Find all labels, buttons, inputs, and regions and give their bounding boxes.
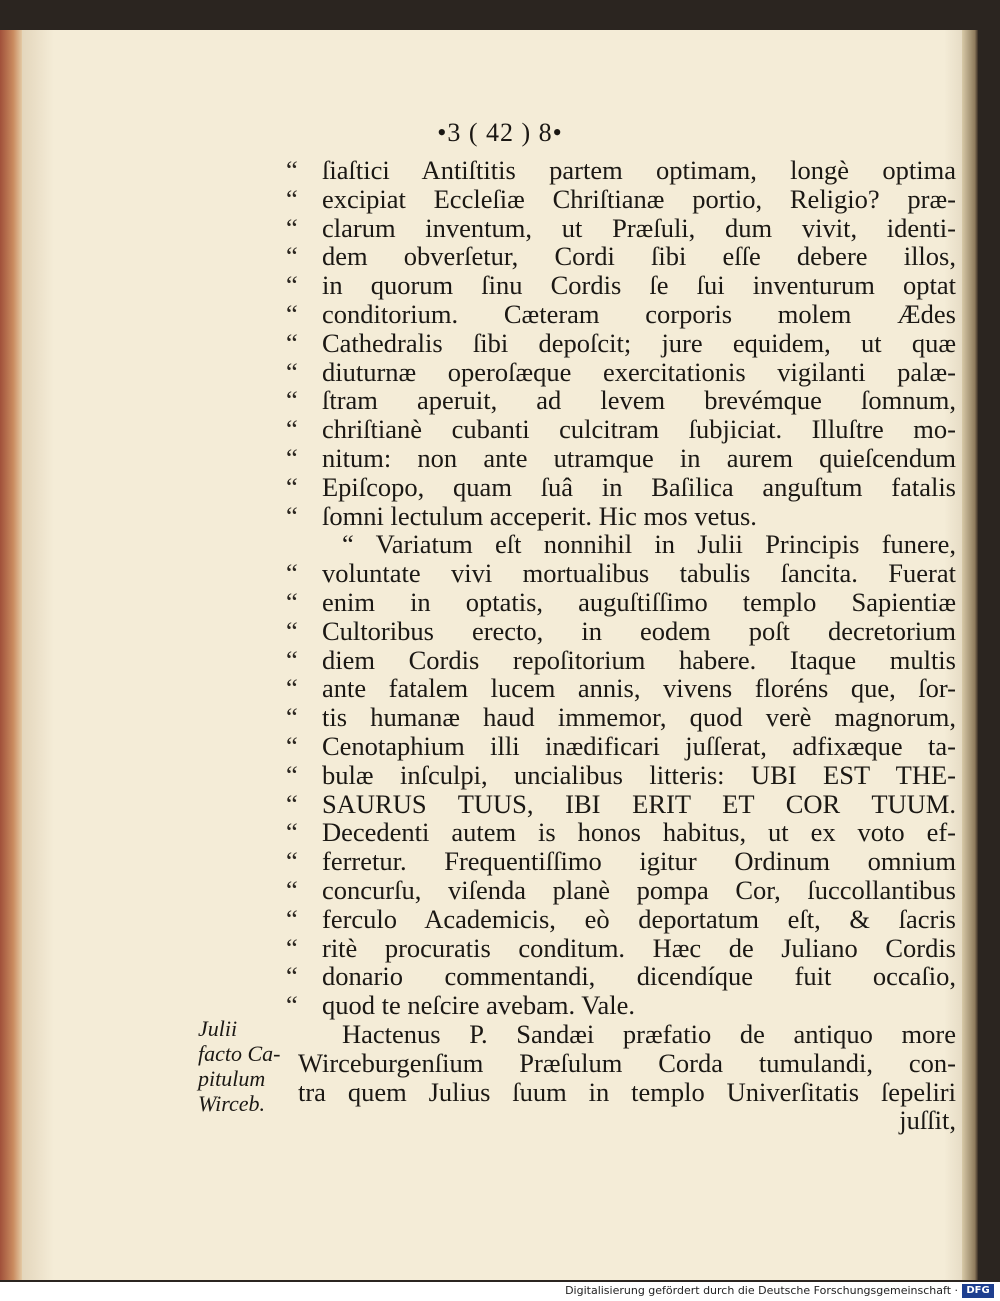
text-line <box>286 905 956 934</box>
line-text: Cultoribus erecto, in eodem poſt decretorium <box>322 615 956 646</box>
line-text: Epiſcopo, quam ſuâ in Baſilica anguſtum fatalis <box>322 471 956 502</box>
quote-mark: “ <box>286 903 298 934</box>
line-text: ſomni lectulum acceperit. Hic mos vetus. <box>322 500 757 531</box>
line-text: ante fatalem lucem annis, vivens floréns que, ſor- <box>322 673 956 704</box>
line-text: “ Variatum eſt nonnihil in Julii Principis funere, <box>342 529 956 560</box>
line-text: ritè procuratis conditum. Hæc de Juliano Cordis <box>322 932 956 963</box>
quote-mark: “ <box>286 788 298 819</box>
page-header: •3 ( 42 ) 8• <box>437 118 563 147</box>
text-line <box>286 1078 956 1107</box>
quote-mark: “ <box>286 414 298 445</box>
quote-mark: “ <box>286 673 298 704</box>
text-line <box>286 530 956 559</box>
marginal-note-line: Wirceb. <box>198 1091 265 1116</box>
text-line <box>286 876 956 905</box>
text-line <box>286 1020 956 1049</box>
text-line <box>286 934 956 963</box>
quote-mark: “ <box>286 817 298 848</box>
text-line <box>286 329 956 358</box>
text-line <box>286 617 956 646</box>
line-text: Decedenti autem is honos habitus, ut ex voto ef- <box>322 817 956 848</box>
text-line <box>286 386 956 415</box>
text-line <box>286 300 956 329</box>
line-text: chriſtianè cubanti culcitram ſubjiciat. Illuſtre mo- <box>322 414 956 445</box>
text-line <box>286 1049 956 1078</box>
text-line <box>286 818 956 847</box>
footer-bar <box>0 1282 1000 1301</box>
quote-mark: “ <box>286 356 298 387</box>
text-line <box>286 502 956 531</box>
quote-mark: “ <box>286 990 298 1021</box>
text-line <box>286 1106 956 1135</box>
marginal-note-line: Julii <box>198 1016 238 1041</box>
text-line <box>286 790 956 819</box>
line-text: nitum: non ante utramque in aurem quieſcendum <box>322 442 956 473</box>
marginal-note-line: facto Ca- <box>198 1041 281 1066</box>
line-text: ferculo Academicis, eò deportatum eſt, & ſacris <box>322 903 956 934</box>
line-text: clarum inventum, ut Præſuli, dum vivit, identi- <box>322 212 956 243</box>
quote-mark: “ <box>286 327 298 358</box>
quote-mark: “ <box>286 212 298 243</box>
marginal-note-line: pitulum <box>198 1066 266 1091</box>
quote-mark: “ <box>286 500 298 531</box>
marginal-note <box>198 1016 298 1116</box>
footer-credit: Digitalisierung gefördert durch die Deutsche Forschungsgemeinschaft · <box>565 1284 958 1297</box>
quote-mark: “ <box>286 730 298 761</box>
quote-mark: “ <box>286 241 298 272</box>
line-text: donario commentandi, dicendíque fuit occaſio, <box>322 961 956 992</box>
quote-mark: “ <box>286 615 298 646</box>
quote-mark: “ <box>286 298 298 329</box>
quote-mark: “ <box>286 644 298 675</box>
line-text: concurſu, viſenda planè pompa Cor, ſuccollantibus <box>322 874 956 905</box>
page-left-edge <box>0 30 22 1280</box>
quote-mark: “ <box>286 702 298 733</box>
dfg-logo[interactable]: DFG <box>962 1284 994 1298</box>
line-text: diuturnæ operoſæque exercitationis vigilanti palæ- <box>322 356 956 387</box>
text-line <box>286 473 956 502</box>
line-text: ſtram aperuit, ad levem brevémque ſomnum, <box>322 385 956 416</box>
quote-mark: “ <box>286 183 298 214</box>
quote-mark: “ <box>286 586 298 617</box>
text-line <box>286 358 956 387</box>
text-line <box>286 444 956 473</box>
page-right-edge <box>962 30 978 1280</box>
quote-mark: “ <box>286 270 298 301</box>
text-line <box>286 271 956 300</box>
line-text: Hactenus P. Sandæi præfatio de antiquo more <box>342 1018 956 1049</box>
line-text: voluntate vivi mortualibus tabulis ſancita. Fuerat <box>322 558 956 589</box>
text-line <box>286 674 956 703</box>
body-text <box>286 156 956 1135</box>
quote-mark: “ <box>286 932 298 963</box>
text-line <box>286 646 956 675</box>
text-line <box>286 559 956 588</box>
text-line <box>286 588 956 617</box>
quote-mark: “ <box>286 759 298 790</box>
text-line <box>286 156 956 185</box>
text-line <box>286 732 956 761</box>
text-line <box>286 214 956 243</box>
line-text: Cenotaphium illi inædificari juſſerat, adfixæque ta- <box>322 730 956 761</box>
quote-mark: “ <box>286 846 298 877</box>
line-text: Wirceburgenſium Præſulum Corda tumulandi, con- <box>298 1047 956 1078</box>
line-text: diem Cordis repoſitorium habere. Itaque multis <box>322 644 956 675</box>
text-line <box>286 415 956 444</box>
quote-mark: “ <box>286 558 298 589</box>
line-text: ſiaſtici Antiſtitis partem optimam, longè optima <box>322 155 956 185</box>
quote-mark: “ <box>286 471 298 502</box>
text-line <box>286 761 956 790</box>
line-text: bulæ inſculpi, uncialibus litteris: UBI EST THE- <box>322 759 956 790</box>
quote-mark: “ <box>286 874 298 905</box>
line-text: tra quem Julius ſuum in templo Univerſitatis ſepeliri <box>298 1076 956 1107</box>
line-text: enim in optatis, auguſtiſſimo templo Sapientiæ <box>322 586 956 617</box>
text-line <box>286 185 956 214</box>
text-line <box>286 847 956 876</box>
line-text: quod te neſcire avebam. Vale. <box>322 990 635 1021</box>
text-line <box>286 242 956 271</box>
line-text: Cathedralis ſibi depoſcit; jure equidem, ut quæ <box>322 327 956 358</box>
line-text: dem obverſetur, Cordi ſibi eſſe debere illos, <box>322 241 956 272</box>
quote-mark: “ <box>286 385 298 416</box>
line-text: ferretur. Frequentiſſimo igitur Ordinum omnium <box>322 846 956 877</box>
quote-mark <box>286 530 322 559</box>
text-line <box>286 703 956 732</box>
line-text: in quorum ſinu Cordis ſe ſui inventurum optat <box>322 270 956 301</box>
quote-mark: “ <box>286 442 298 473</box>
quote-mark: “ <box>286 155 298 185</box>
text-line <box>286 991 956 1020</box>
line-text: excipiat Eccleſiæ Chriſtianæ portio, Religio? præ- <box>322 183 956 214</box>
text-line <box>286 962 956 991</box>
line-text: SAURUS TUUS, IBI ERIT ET COR TUUM. <box>322 788 956 819</box>
quote-mark: “ <box>286 961 298 992</box>
line-text: conditorium. Cæteram corporis molem Ædes <box>322 298 956 329</box>
catchword: juſſit, <box>899 1105 956 1136</box>
line-text: tis humanæ haud immemor, quod verè magnorum, <box>322 702 956 733</box>
